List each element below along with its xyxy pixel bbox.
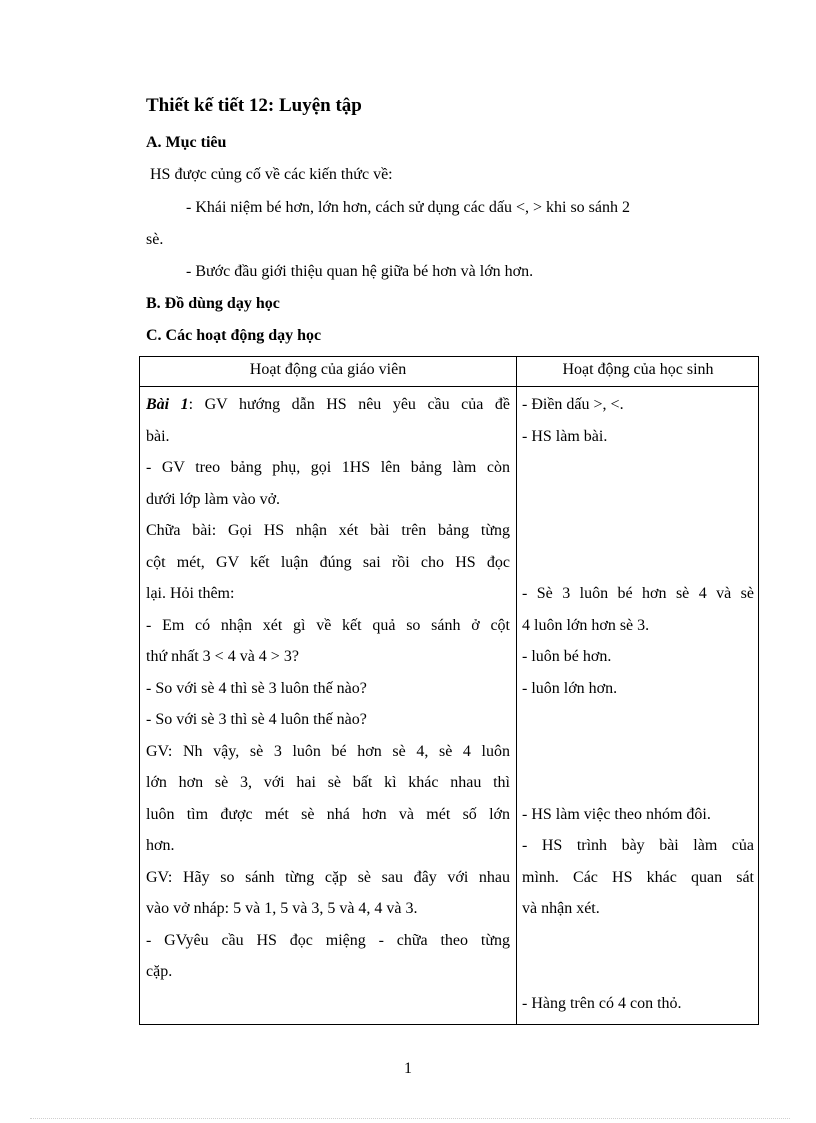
teacher-line: GV: Hãy so sánh từng cặp sè sau đây với nhau — [146, 868, 510, 886]
student-line — [522, 515, 754, 547]
teacher-line: cột mét, GV kết luận đúng sai rồi cho HS đọc — [146, 553, 510, 571]
section-a-heading: A. Mục tiêu — [146, 134, 227, 151]
teacher-line: Chữa bài: Gọi HS nhận xét bài trên bảng từng — [146, 522, 510, 539]
student-line — [522, 452, 754, 484]
teacher-line: - So với sè 3 thì sè 4 luôn thế nào? — [146, 711, 367, 728]
student-line: - HS làm việc theo nhóm đôi. — [522, 805, 711, 823]
student-line: và nhận xét. — [522, 900, 600, 917]
teacher-line: - Em có nhận xét gì về kết quả so sánh ở cột — [146, 616, 510, 634]
teacher-line: vào vở nháp: 5 và 1, 5 và 3, 5 và 4, 4 và 3. — [146, 900, 418, 917]
teacher-line: - So với sè 4 thì sè 3 luôn thế nào? — [146, 679, 367, 697]
intro-text: HS được củng cố về các kiến thức về: — [150, 166, 393, 183]
section-b-heading: B. Đồ dùng dạy học — [146, 295, 280, 312]
student-line: - Sè 3 luôn bé hơn sè 4 và sè — [522, 585, 754, 602]
student-line — [522, 736, 754, 768]
student-line: - HS trình bày bài làm của — [522, 837, 754, 854]
teacher-column — [146, 389, 510, 988]
teacher-line: luôn tìm được mét sè nhá hơn và mét số lớn — [146, 805, 510, 823]
page-bottom-divider — [30, 1118, 790, 1119]
student-column — [522, 389, 754, 1019]
lesson-title: Thiết kế tiết 12: Luyện tập — [146, 95, 362, 116]
student-line: 4 luôn lớn hơn sè 3. — [522, 616, 650, 634]
objective-2: - Bước đầu giới thiệu quan hệ giữa bé hơn và lớn hơn. — [186, 263, 534, 280]
objective-1-line-2: sè. — [146, 231, 164, 248]
teacher-line: dưới lớp làm vào vở. — [146, 490, 281, 508]
student-line — [522, 925, 754, 957]
student-line: - luôn lớn hơn. — [522, 679, 618, 697]
teacher-line: bài. — [146, 427, 170, 445]
student-line: - Điền dấu >, <. — [522, 396, 624, 413]
exercise-label: Bài 1 — [146, 396, 189, 413]
student-line — [522, 704, 754, 736]
column-divider — [516, 357, 517, 1024]
teacher-line: lớn hơn sè 3, với hai sè bất kì khác nhau thì — [146, 774, 510, 791]
teacher-line: thứ nhất 3 < 4 và 4 > 3? — [146, 648, 299, 665]
header-teacher: Hoạt động của giáo viên — [249, 361, 407, 378]
teacher-line: cặp. — [146, 963, 173, 980]
objective-1-line-1: - Khái niệm bé hơn, lớn hơn, cách sử dụng các dấu <, > khi so sánh 2 — [186, 199, 631, 216]
student-line — [522, 956, 754, 988]
teacher-line: hơn. — [146, 837, 175, 854]
student-line: - Hàng trên có 4 con thỏ. — [522, 994, 682, 1012]
teacher-line: - GVyêu cầu HS đọc miệng - chữa theo từng — [146, 931, 510, 949]
teacher-line: Bài 1: GV hướng dẫn HS nêu yêu cầu của đề — [146, 396, 510, 413]
teacher-line: - GV treo bảng phụ, gọi 1HS lên bảng làm còn — [146, 459, 510, 476]
teacher-line: lại. Hỏi thêm: — [146, 585, 235, 602]
student-line — [522, 484, 754, 516]
student-line — [522, 767, 754, 799]
section-c-heading: C. Các hoạt động dạy học — [146, 327, 322, 344]
header-student: Hoạt động của học sinh — [562, 361, 714, 378]
page-number: 1 — [404, 1060, 412, 1077]
teacher-line: GV: Nh vậy, sè 3 luôn bé hơn sè 4, sè 4 luôn — [146, 742, 510, 760]
header-divider — [140, 386, 758, 387]
student-line: - HS làm bài. — [522, 427, 608, 445]
activities-table — [139, 356, 759, 1025]
student-line: - luôn bé hơn. — [522, 648, 612, 665]
student-line — [522, 547, 754, 579]
student-line: mình. Các HS khác quan sát — [522, 868, 754, 886]
